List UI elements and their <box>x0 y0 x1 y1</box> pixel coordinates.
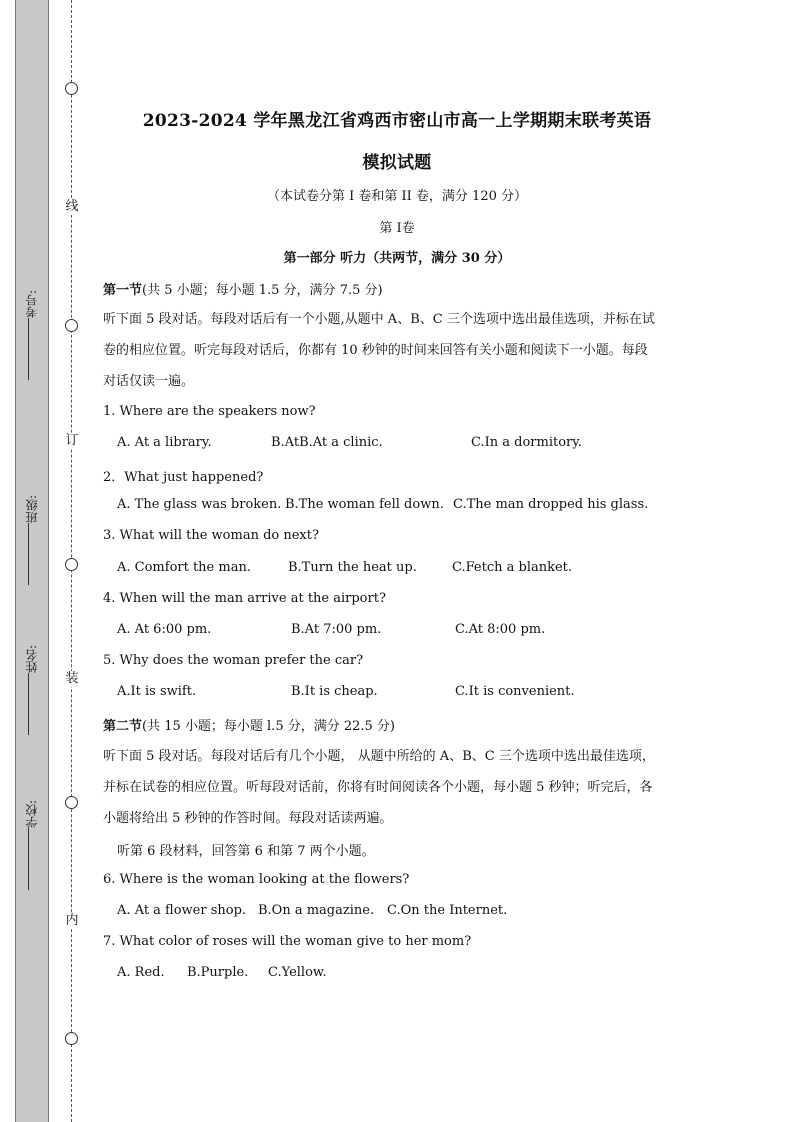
section-heading: 第二节(共 15 小题；每小题 l.5 分，满分 22.5 分) <box>103 719 396 734</box>
binding-char: 线 <box>65 199 79 214</box>
option-c[interactable]: C.The man dropped his glass. <box>453 497 649 512</box>
option-b[interactable]: B.The woman fell down. <box>285 497 444 512</box>
option-a[interactable]: A. Red. <box>117 965 165 980</box>
option-a[interactable]: A. The glass was broken. <box>117 497 282 512</box>
option-a[interactable]: A. At 6:00 pm. <box>117 622 212 637</box>
volume-label: 第 I卷 <box>379 221 415 236</box>
option-a[interactable]: A.It is swift. <box>117 684 197 699</box>
binding-hole-icon <box>65 319 78 332</box>
option-b[interactable]: B.AtB.At a clinic. <box>271 435 383 450</box>
binding-char: 装 <box>65 671 79 686</box>
option-a[interactable]: A. At a flower shop. <box>117 903 247 918</box>
binding-char: 订 <box>65 433 79 448</box>
binding-hole-icon <box>65 558 78 571</box>
option-b[interactable]: B.At 7:00 pm. <box>291 622 382 637</box>
option-c[interactable]: C.It is convenient. <box>455 684 575 699</box>
option-c[interactable]: C.Yellow. <box>268 965 327 980</box>
binding-hole-icon <box>65 82 78 95</box>
option-c[interactable]: C.In a dormitory. <box>471 435 583 450</box>
option-a[interactable]: A. At a library. <box>117 435 212 450</box>
option-b[interactable]: B.On a magazine. <box>258 903 375 918</box>
option-b[interactable]: B.It is cheap. <box>291 684 378 699</box>
exam-number-field[interactable]: 考号: <box>23 290 39 380</box>
material-note: 听第 6 段材料，回答第 6 和第 7 两个小题。 <box>117 844 375 859</box>
question-text: 5. Why does the woman prefer the car? <box>103 653 364 668</box>
part-heading: 第一部分 听力（共两节，满分 30 分） <box>283 251 511 266</box>
question-text: 4. When will the man arrive at the airport? <box>103 591 386 606</box>
binding-char: 内 <box>65 913 79 928</box>
question-text: 7. What color of roses will the woman give to her mom? <box>103 934 472 949</box>
name-field[interactable]: 姓名: <box>23 645 39 735</box>
section-heading: 第一节(共 5 小题；每小题 1.5 分，满分 7.5 分) <box>103 283 383 298</box>
question-text: 2．What just happened? <box>103 470 264 485</box>
binding-hole-icon <box>65 796 78 809</box>
class-field[interactable]: 班级: <box>23 495 39 585</box>
option-b[interactable]: B.Purple. <box>187 965 249 980</box>
question-text: 6. Where is the woman looking at the flowers? <box>103 872 410 887</box>
option-c[interactable]: C.Fetch a blanket. <box>452 560 573 575</box>
exam-note: （本试卷分第 I 卷和第 II 卷，满分 120 分） <box>266 189 527 204</box>
school-field[interactable]: 学校: <box>23 800 39 890</box>
page-title: 2023-2024 学年黑龙江省鸡西市密山市高一上学期期末联考英语 <box>142 111 652 131</box>
option-c[interactable]: C.On the Internet. <box>387 903 508 918</box>
binding-hole-icon <box>65 1032 78 1045</box>
option-c[interactable]: C.At 8:00 pm. <box>455 622 546 637</box>
question-text: 3. What will the woman do next? <box>103 528 319 543</box>
question-text: 1. Where are the speakers now? <box>103 404 316 419</box>
option-a[interactable]: A. Comfort the man. <box>117 560 251 575</box>
section-instructions: 听下面 5 段对话。每段对话后有几个小题， 从题中所给的 A、B、C 三个选项中选出最佳选项， 并标在试卷的相应位置。听每段对话前，你将有时间阅读各个小题，每小题 5 秒钟；听完后，各 小题将给出 5 秒钟的作答时间。每段对话读两遍。 <box>103 749 655 826</box>
page-subtitle: 模拟试题 <box>362 153 432 173</box>
option-b[interactable]: B.Turn the heat up. <box>288 560 417 575</box>
section-instructions: 听下面 5 段对话。每段对话后有一个小题,从题中 A、B、C 三个选项中选出最佳选项，并标在试 卷的相应位置。听完每段对话后，你都有 10 秒钟的时间来回答有关小题和阅读下一小题。每段 对话仅读一遍。 <box>103 312 655 389</box>
